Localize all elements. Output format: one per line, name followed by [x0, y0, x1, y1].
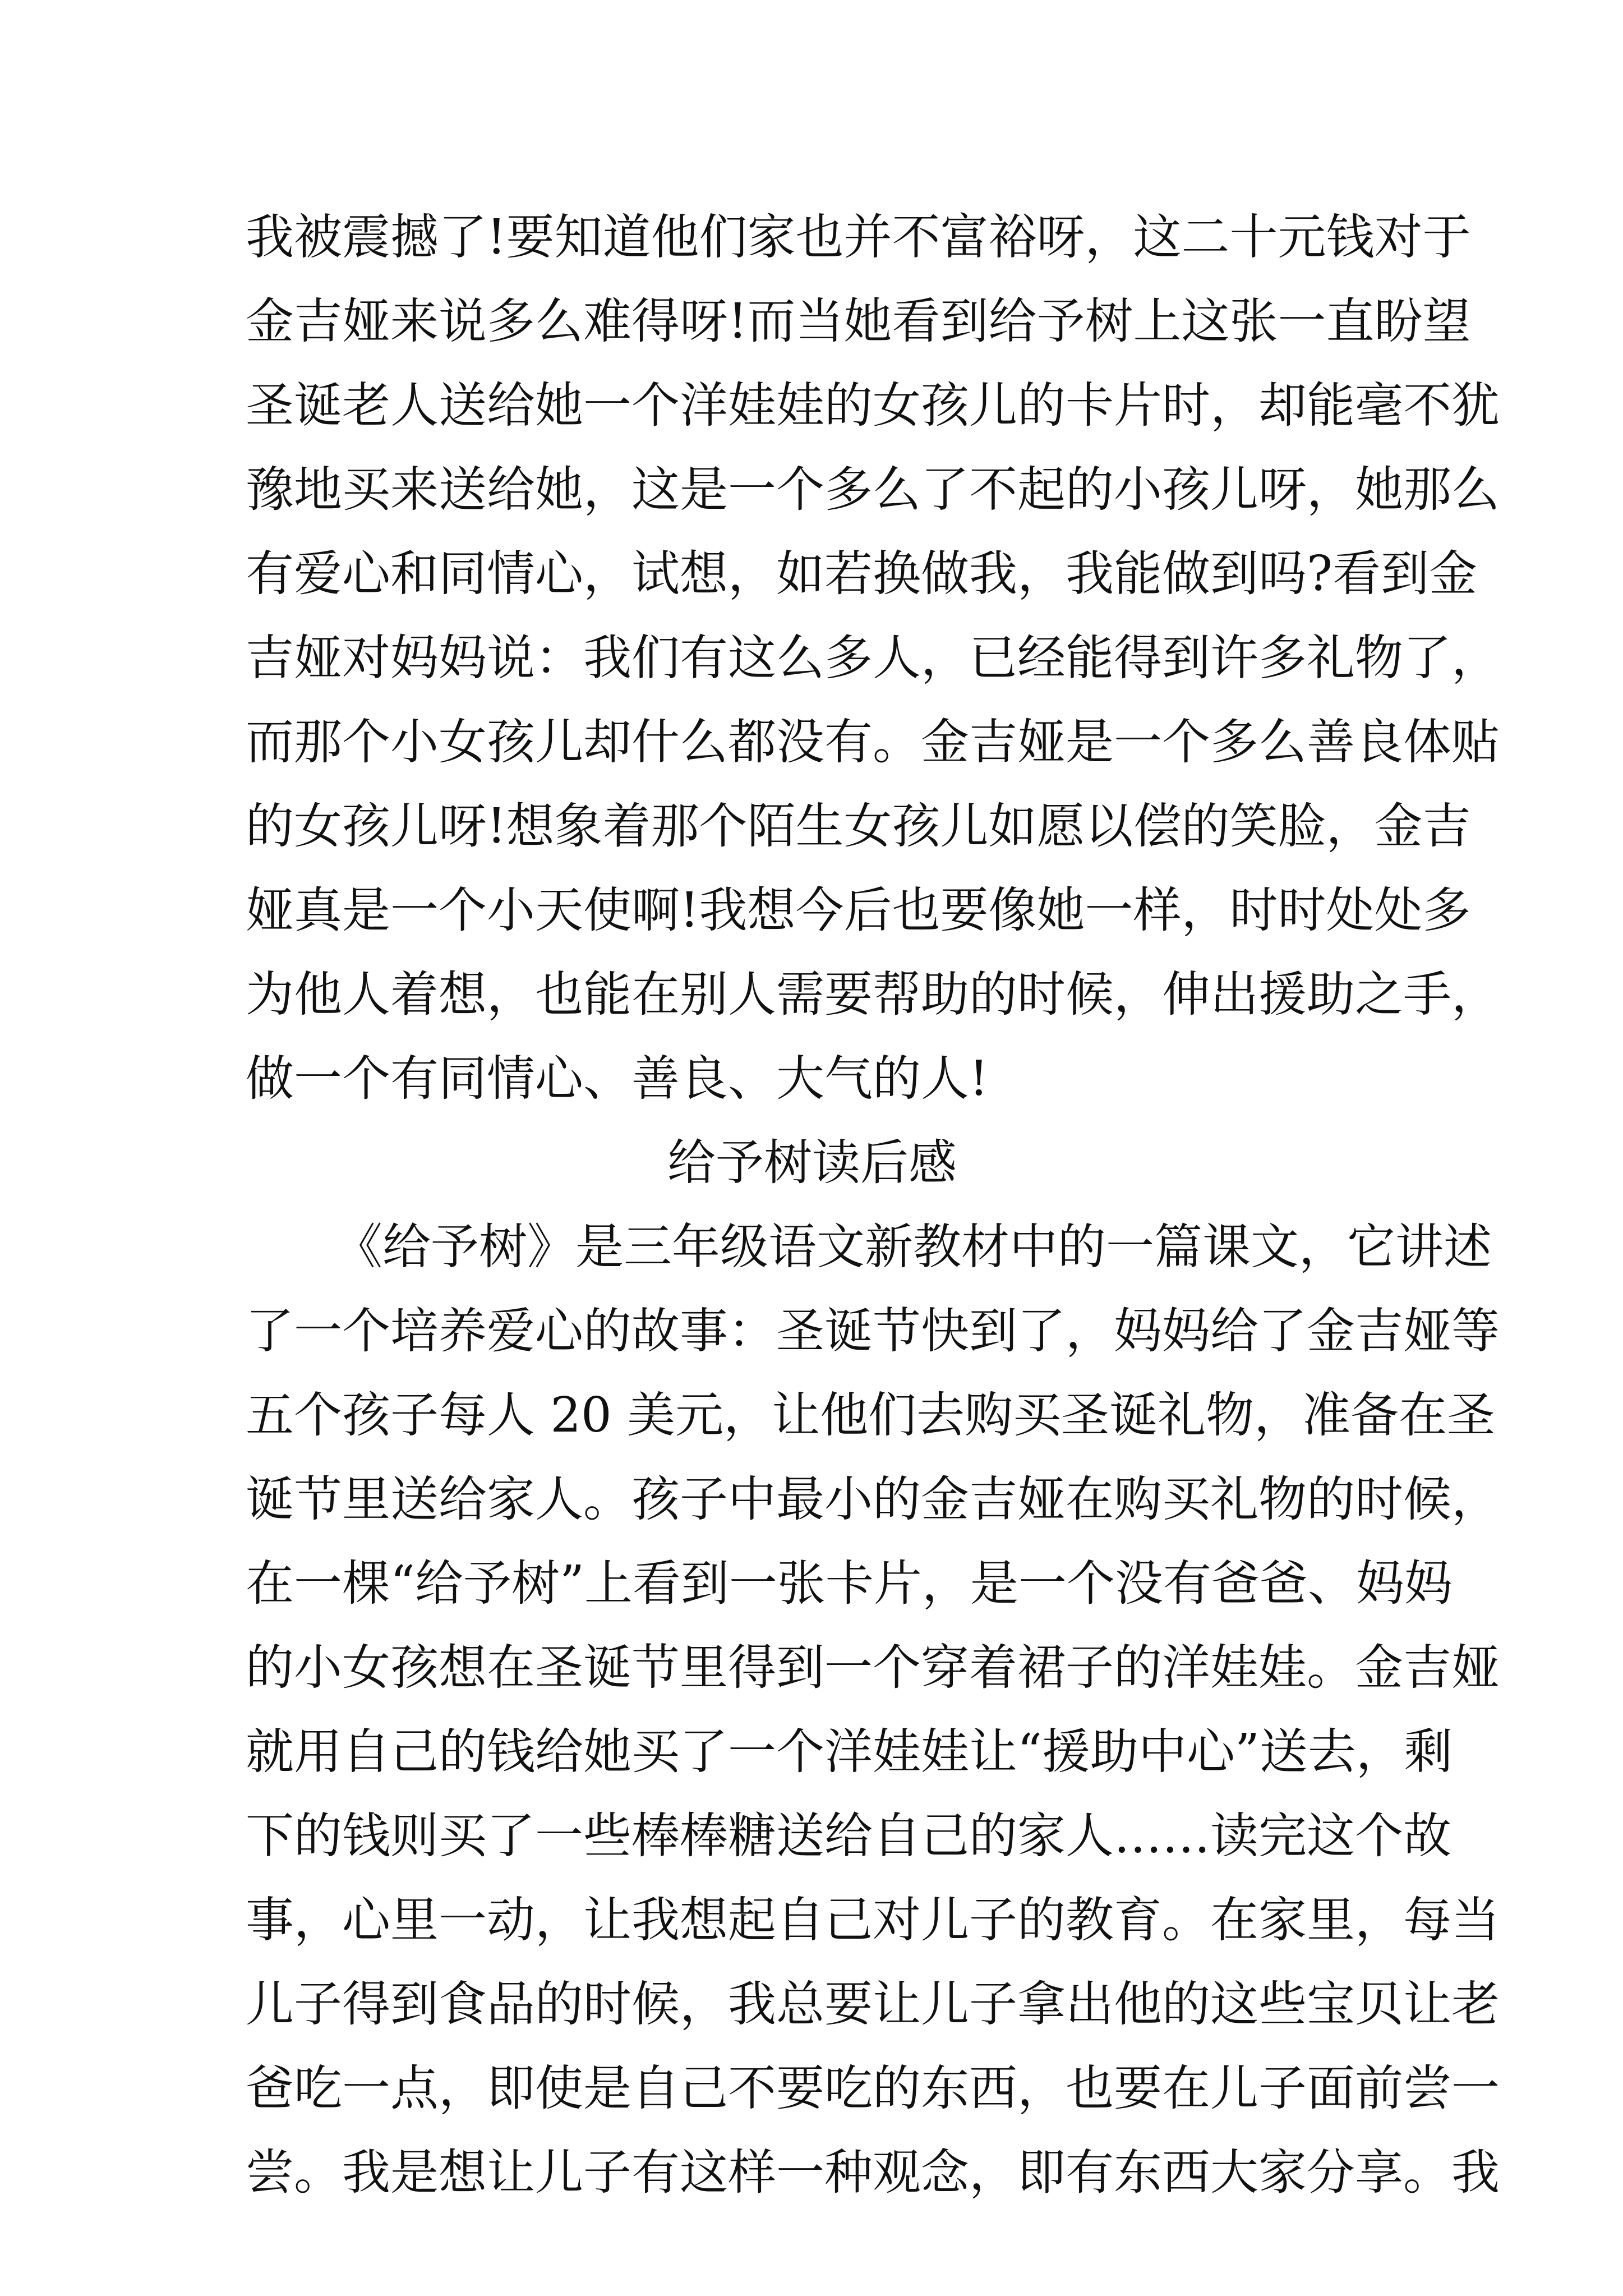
paragraph-line: 圣诞老人送给她一个洋娃娃的女孩儿的卡片时，却能毫不犹	[246, 378, 1500, 434]
paragraph-line: 了一个培养爱心的故事：圣诞节快到了，妈妈给了金吉娅等	[246, 1303, 1500, 1359]
paragraph-line: 事，心里一动，让我想起自己对儿子的教育。在家里，每当	[246, 1892, 1500, 1948]
document-body	[246, 0, 1500, 2296]
paragraph-line: 而那个小女孩儿却什么都没有。金吉娅是一个多么善良体贴	[246, 714, 1500, 770]
paragraph-line: 的小女孩想在圣诞节里得到一个穿着裙子的洋娃娃。金吉娅	[246, 1640, 1500, 1696]
paragraph-line: 爸吃一点，即使是自己不要吃的东西，也要在儿子面前尝一	[246, 2060, 1500, 2116]
paragraph-line: 下的钱则买了一些棒棒糖送给自己的家人……读完这个故	[246, 1808, 1451, 1864]
paragraph-line: 《给予树》是三年级语文新教材中的一篇课文，它讲述	[334, 1219, 1492, 1275]
paragraph-line: 我被震撼了!要知道他们家也并不富裕呀，这二十元钱对于	[246, 209, 1471, 265]
paragraph-line: 豫地买来送给她，这是一个多么了不起的小孩儿呀，她那么	[246, 462, 1500, 518]
paragraph-line: 儿子得到食品的时候，我总要让儿子拿出他的这些宝贝让老	[246, 1976, 1500, 2032]
paragraph-line: 的女孩儿呀!想象着那个陌生女孩儿如愿以偿的笑脸，金吉	[246, 798, 1471, 854]
paragraph-line: 有爱心和同情心，试想，如若换做我，我能做到吗?看到金	[246, 546, 1478, 602]
paragraph-line: 为他人着想，也能在别人需要帮助的时候，伸出援助之手，	[246, 967, 1500, 1023]
paragraph-line: 金吉娅来说多么难得呀!而当她看到给予树上这张一直盼望	[246, 293, 1471, 349]
paragraph-line: 五个孩子每人 20 美元，让他们去购买圣诞礼物，准备在圣	[246, 1387, 1496, 1443]
section-title: 给予树读后感	[667, 1135, 957, 1191]
paragraph-line: 在一棵“给予树”上看到一张卡片，是一个没有爸爸、妈妈	[246, 1556, 1453, 1612]
paragraph-line: 做一个有同情心、善良、大气的人!	[246, 1051, 989, 1107]
paragraph-line: 娅真是一个小天使啊!我想今后也要像她一样，时时处处多	[246, 882, 1471, 938]
paragraph-line: 诞节里送给家人。孩子中最小的金吉娅在购买礼物的时候，	[246, 1471, 1500, 1527]
paragraph-line: 吉娅对妈妈说：我们有这么多人，已经能得到许多礼物了，	[246, 630, 1500, 686]
paragraph-line: 就用自己的钱给她买了一个洋娃娃让“援助中心”送去，剩	[246, 1724, 1453, 1780]
paragraph-line: 尝。我是想让儿子有这样一种观念，即有东西大家分享。我	[246, 2145, 1500, 2201]
